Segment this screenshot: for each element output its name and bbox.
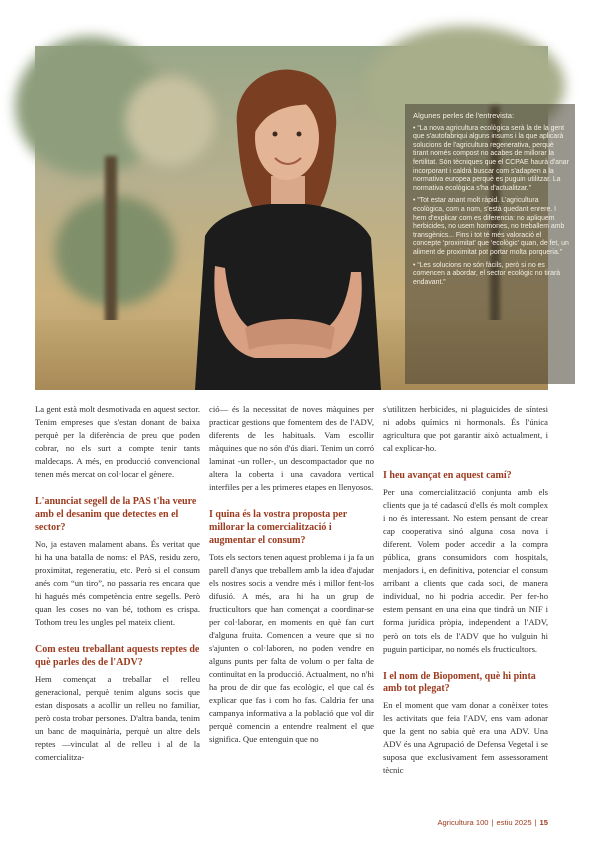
quote-item: • “Les solucions no són fàcils, però si no es comencen a abordar, el sector ecològic no tirarà endavant.” [413, 261, 561, 286]
magazine-name: Agricultura 100 [437, 818, 489, 827]
person-portrait [175, 66, 395, 390]
body-paragraph: Per una comercialització conjunta amb els clients que ja té cadascú d'ells és molt complex i no és interessant. No estem pensant de crear cap cooperativa sinó alguna cosa nova i diferent. Volem poder accedir a la compra pública, grans consumidors com hospitals, menjadors i, en definitiva, potenciar el consum arribant a clients que cada soci, de manera individual, no hi podria accedir. Per fer-ho estem pensant en una eina que tindrà un NIF i forma jurídica pròpia, independent a l'ADV, però on tots els de l'ADV que ho vulguin hi puguin participar, no només els fructicultors. [383, 486, 548, 654]
body-paragraph: No, ja estaven malament abans. És veritat que hi ha una batalla de noms: el PAS, residu zero, proximitat, regeneratiu, etc. Però si el consum anés com “un tiro”, no passaria res encara que hi hagués més competència entre segells. Però quan les coses no van bé, tothom es crispa. Tothom treu les ungles pel mateix client. [35, 538, 200, 627]
question-heading: I heu avançat en aquest camí? [383, 470, 512, 482]
body-paragraph: s'utilitzen herbicides, ni plaguicides de síntesi ni adobs químics ni hormonals. És l'única agricultura que pot garantir això actualment, i cal explicar-ho. [383, 404, 548, 454]
article-column-1 [35, 403, 200, 764]
quotes-sidebar [405, 104, 575, 384]
body-paragraph: ció— és la necessitat de noves màquines per practicar gestions que fomentem des de l'ADV, diferents de les habituals. Vam escollir màquines que no són d'ús diari. Tenim un corró laminat -un roller-, un descompactador que no altera la coberta i una cavadora vertical interfiles per a les primeres etapes en llenyosos. [209, 404, 374, 493]
body-paragraph: En el moment que vam donar a conèixer totes les activitats que feia l'ADV, ens vam adonar que la gent no sabia què era una ADV. Una ADV és una Agrupació de Defensa Vegetal i se suposa que exclusivament fem assessorament tècnic [383, 700, 548, 776]
quote-item: • “Tot estar anant molt ràpid. L'agricultura ecològica, com a nom, s'està quedant enrere. I hem d'explicar com es diferencia: no apliquem herbicides, no usem hormones, no treballem amb transgènics... Fins i tot té més valoració el concepte ‘proximitat’ que ‘ecològic’ quan, de fet, un aliment de proximitat pot portar molta porqueria.” [413, 197, 569, 256]
interview-photo [35, 46, 569, 390]
article-column-3 [383, 403, 548, 777]
body-paragraph: La gent està molt desmotivada en aquest sector. Tenim empreses que s'estan donant de baixa perquè per la diferència de preu que poden cobrar, no els surt a compte tenir tants maldecaps. A més, en producció convencional tenen més mercat on col·locar el gènere. [35, 404, 200, 480]
question-heading: I el nom de Biopoment, què hi pinta amb tot plegat? [383, 670, 536, 695]
quote-item: • “La nova agricultura ecològica serà la de la gent que s'autofabriqui alguns insums i la que aplicarà solucions de l'agricultura regenerativa, perquè tirant només compost no acabes de millorar la fertilitat. Són tècniques que el CCPAE haurà d'anar incorporant i caldrà buscar com s'adapten a la normativa europea perquè es puguin utilitzar. La normativa ecològica s'ha d'actualitzar.” [413, 124, 569, 192]
question-heading: Com esteu treballant aquests reptes de què parles des de l'ADV? [35, 644, 200, 668]
page-footer: Agricultura 100 | estiu 2025 | 15 [437, 818, 548, 827]
question-heading: L'anunciat segell de la PAS t'ha veure amb el desanim que detectes en el sector? [35, 496, 197, 533]
body-paragraph: Tots els sectors tenen aquest problema i ja fa un parell d'anys que treballem amb la idea d'ajudar els nostres socis a vendre més i millor fent-los difusió. A més, ara hi ha un grup de fructicultors que han començat a coordinar-se per col·laborar, en moments en què fan curt d'alguna fruita. Comencen a veure que si no s'ajunten o col·laboren, no poden vendre en alguns punts per falta de volum o per falta de continuïtat en la producció. Actualment, no n'hi ha prou de dir que fas ecològic, el que cal és explicar que fas i com ho fas. Caldria fer una campanya informativa a la població que vol dir perquè comencin a entendre realment el que significa. Que entenguin que no [209, 551, 374, 745]
page-number: 15 [539, 818, 548, 827]
issue-season: estiu 2025 [496, 818, 532, 827]
article-column-2 [209, 403, 374, 746]
body-paragraph: Hem començat a treballar el relleu generacional, perquè tenim alguns socis que estan disposats a acollir un relleu no familiar, però costa trobar persones. D'altra banda, tenim un banc de maquinària, perquè un altre dels reptes —vinculat al de relleu i al de la comercialitza- [35, 673, 200, 762]
question-heading: I quina és la vostra proposta per millorar la comercialització i augmentar el consum? [209, 509, 347, 546]
quotes-title: Algunes perles de l'entrevista: [413, 111, 515, 120]
